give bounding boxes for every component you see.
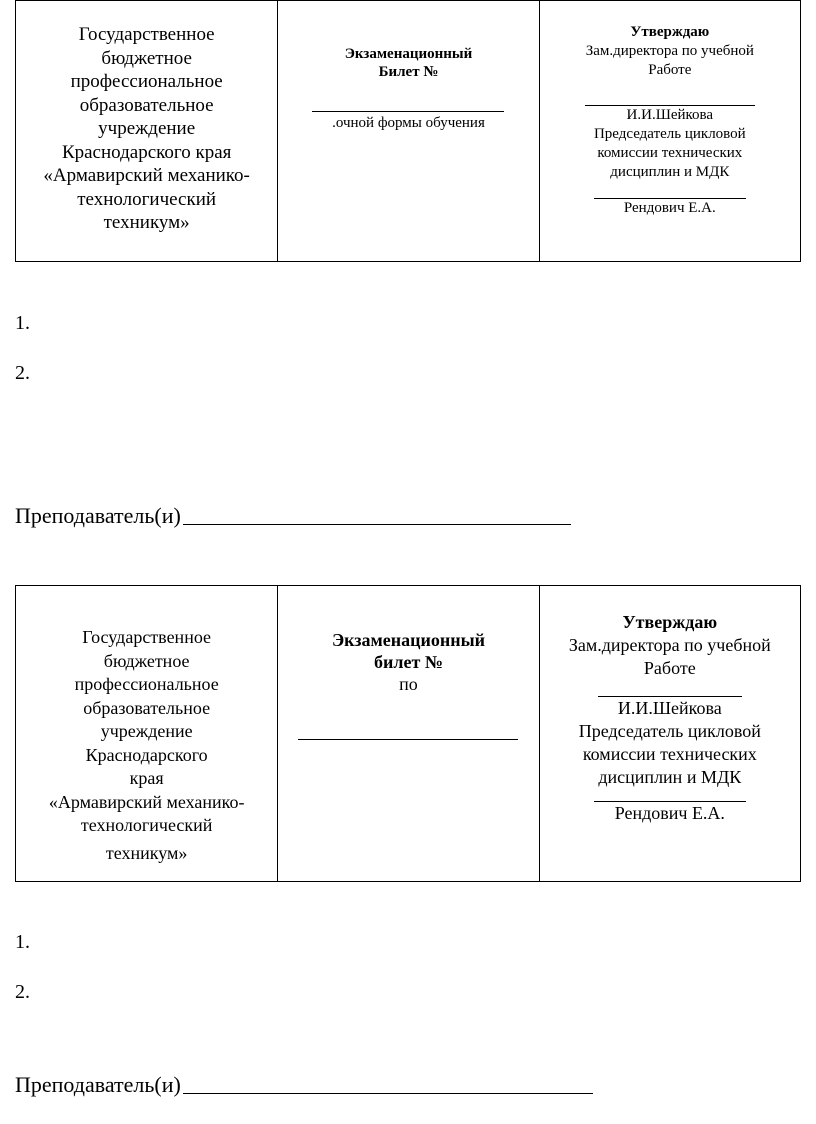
approval-cell xyxy=(539,1,800,261)
deputy-title-cont: Работе xyxy=(648,62,692,78)
teacher-signature-1 xyxy=(15,503,571,529)
institution-line: профессиональное xyxy=(74,674,219,694)
institution-line: Краснодарского края xyxy=(61,141,232,163)
teacher-label: Преподаватель(и) xyxy=(15,1072,181,1097)
institution-line: края xyxy=(129,768,164,788)
ticket-title-cell xyxy=(277,586,538,881)
institution-line: технологический xyxy=(80,815,213,835)
teacher-blank-line xyxy=(183,524,571,525)
institution-line: бюджетное xyxy=(101,47,192,69)
institution-line: учреждение xyxy=(98,118,196,139)
chair-title-cont: дисциплин и МДК xyxy=(598,767,742,787)
institution-cell xyxy=(16,1,277,261)
institution-line: учреждение xyxy=(100,721,193,741)
institution-cell xyxy=(16,586,277,881)
chair-title-cont: комиссии технических xyxy=(597,145,743,161)
institution-line: технологический xyxy=(77,188,217,210)
deputy-name: И.И.Шейкова xyxy=(617,698,722,718)
deputy-name: И.И.Шейкова xyxy=(626,107,714,123)
institution-line: Государственное xyxy=(78,24,215,45)
question-1: 1. xyxy=(15,312,30,334)
approve-label: Утверждаю xyxy=(622,612,718,632)
chair-name: Рендович Е.А. xyxy=(623,200,716,216)
institution-line: техникум» xyxy=(105,842,188,863)
approval-cell xyxy=(539,586,800,881)
ticket-title: Экзаменационный xyxy=(331,630,486,650)
study-form: .очной формы обучения xyxy=(332,115,485,131)
chair-title-cont: комиссии технических xyxy=(582,744,757,764)
ticket-number-label: Билет № xyxy=(378,64,439,80)
question-1: 1. xyxy=(15,931,30,953)
blank-line xyxy=(298,739,518,740)
institution-line: техникум» xyxy=(103,212,190,233)
institution-line: профессиональное xyxy=(70,71,223,92)
exam-ticket-header-1 xyxy=(15,0,801,262)
teacher-signature-2 xyxy=(15,1072,593,1098)
institution-line: образовательное xyxy=(83,697,211,718)
institution-line: Государственное xyxy=(82,627,212,647)
teacher-blank-line xyxy=(183,1093,593,1094)
chair-name: Рендович Е.А. xyxy=(614,803,725,823)
blank-line xyxy=(312,111,504,112)
institution-line: образовательное xyxy=(79,94,214,116)
ticket-number-label: билет № xyxy=(374,652,443,672)
chair-title-cont: дисциплин и МДК xyxy=(610,164,730,180)
approve-label: Утверждаю xyxy=(630,24,710,40)
institution-line: «Армавирский механико- xyxy=(43,165,250,186)
institution-line: бюджетное xyxy=(103,650,190,671)
institution-line: «Армавирский механико- xyxy=(48,791,245,812)
ticket-title-cell xyxy=(277,1,538,261)
ticket-title: Экзаменационный xyxy=(344,46,473,62)
deputy-title: Зам.директора по учебной xyxy=(585,43,754,59)
chair-title: Председатель цикловой xyxy=(593,126,746,142)
question-2: 2. xyxy=(15,981,30,1003)
deputy-title-cont: Работе xyxy=(643,658,696,678)
institution-line: Краснодарского xyxy=(85,744,208,765)
chair-title: Председатель цикловой xyxy=(578,721,761,741)
teacher-label: Преподаватель(и) xyxy=(15,503,181,528)
deputy-title: Зам.директора по учебной xyxy=(568,635,771,655)
question-2: 2. xyxy=(15,362,30,384)
subject-label: по xyxy=(399,674,418,694)
exam-ticket-header-2 xyxy=(15,585,801,882)
